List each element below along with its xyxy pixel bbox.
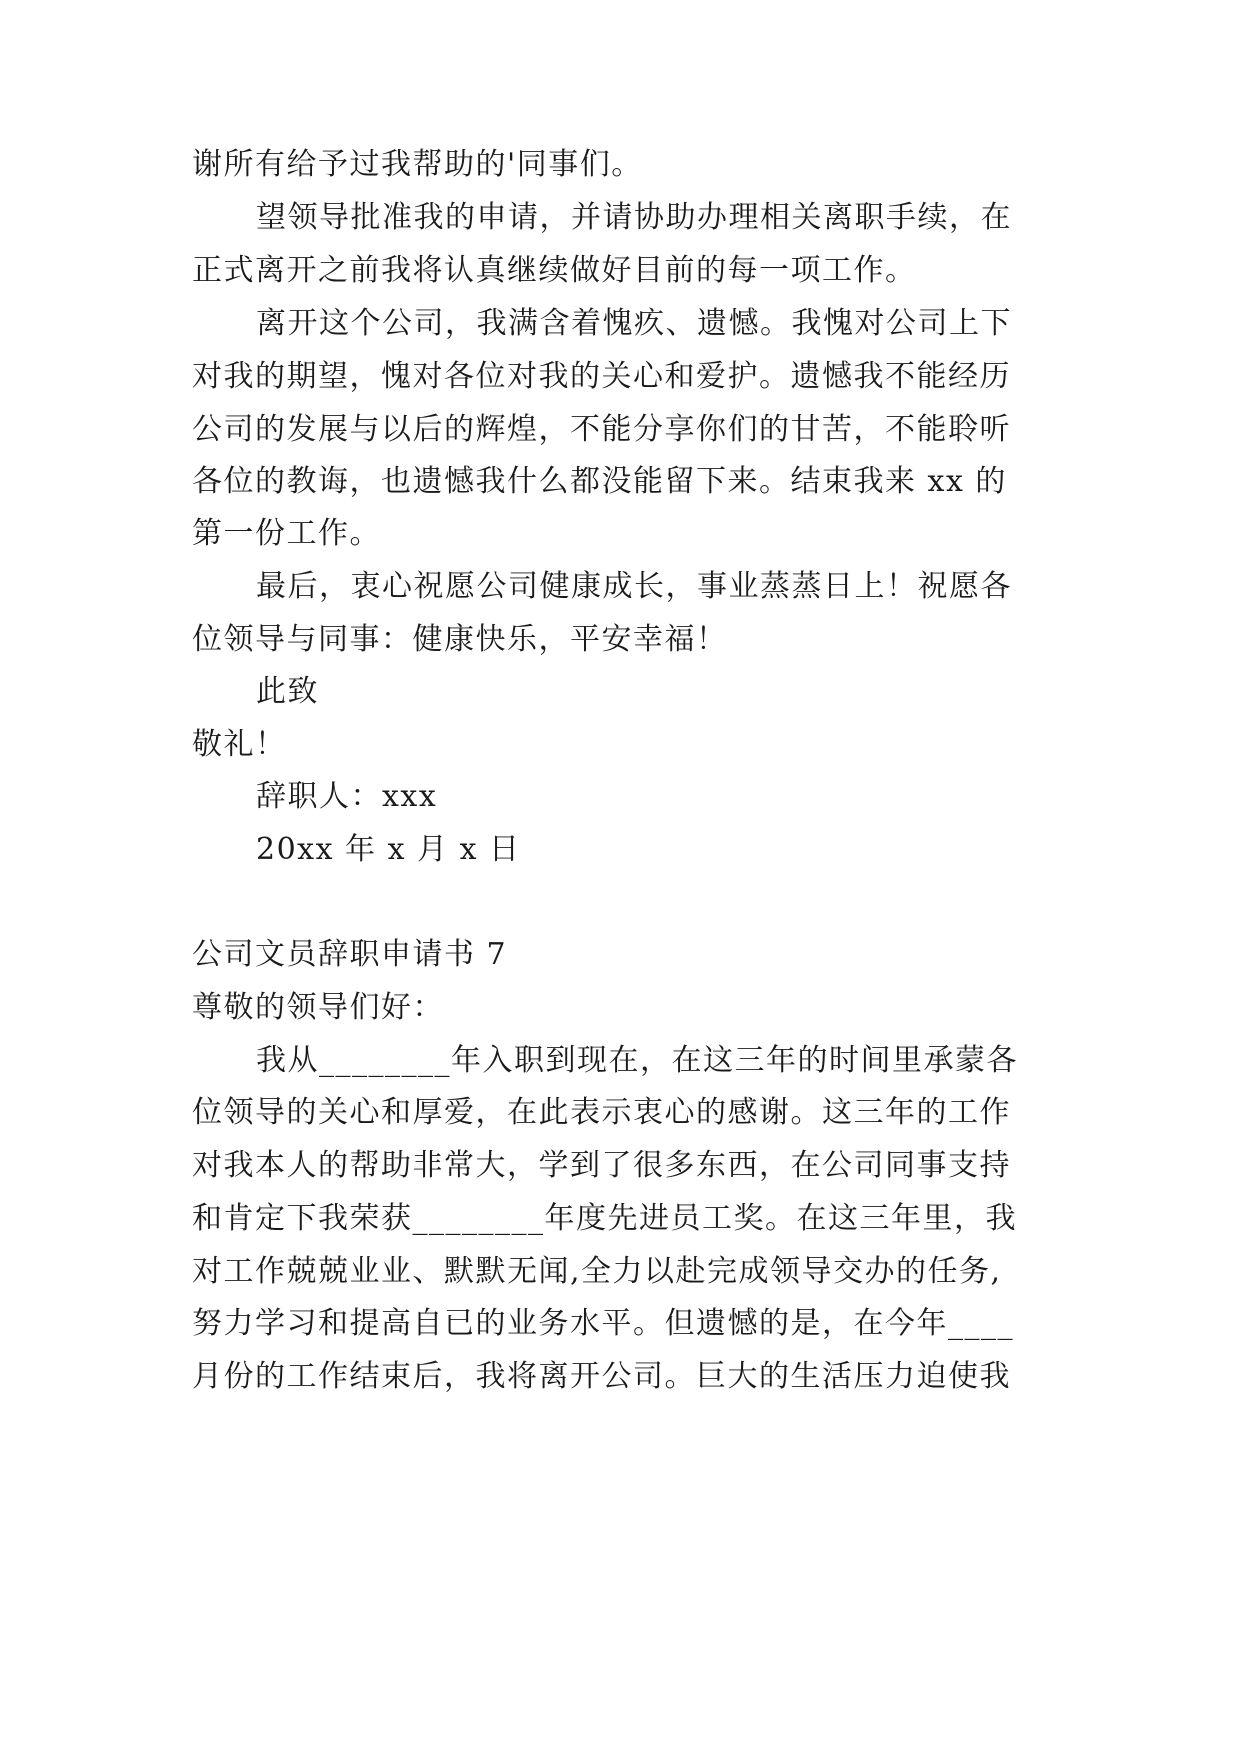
paragraph-line: 月份的工作结束后，我将离开公司。巨大的生活压力迫使我 — [192, 1359, 1011, 1394]
paragraph-line: 正式离开之前我将认真继续做好目前的每一项工作。 — [192, 253, 917, 288]
salutation-line: 敬礼！ — [192, 727, 287, 762]
paragraph-line: 和肯定下我荣获________年度先进员工奖。在这三年里，我 — [192, 1201, 1017, 1236]
section-title: 公司文员辞职申请书 7 — [192, 937, 508, 972]
closing-line: 此致 — [256, 674, 319, 709]
signature-line: 辞职人：xxx — [256, 779, 438, 814]
date-line: 20xx 年 x 月 x 日 — [256, 832, 521, 867]
paragraph-line: 最后，衷心祝愿公司健康成长，事业蒸蒸日上！祝愿各 — [256, 569, 1012, 604]
paragraph-line: 公司的发展与以后的辉煌，不能分享你们的甘苦，不能聆听 — [192, 412, 1011, 447]
greeting-line: 尊敬的领导们好： — [192, 990, 444, 1025]
paragraph-line: 第一份工作。 — [192, 516, 381, 551]
paragraph-line: 我从________年入职到现在，在这三年的时间里承蒙各 — [256, 1043, 1018, 1078]
paragraph-line: 努力学习和提高自已的业务水平。但遗憾的是，在今年____ — [192, 1306, 1014, 1341]
paragraph-line: 对工作兢兢业业、默默无闻,全力以赴完成领导交办的任务, — [192, 1254, 1002, 1289]
paragraph-line: 离开这个公司，我满含着愧疚、遗憾。我愧对公司上下 — [256, 306, 1012, 341]
paragraph-line: 谢所有给予过我帮助的'同事们。 — [192, 147, 643, 182]
paragraph-line: 对我本人的帮助非常大，学到了很多东西，在公司同事支持 — [192, 1148, 1011, 1183]
paragraph-line: 各位的教诲，也遗憾我什么都没能留下来。结束我来 xx 的 — [192, 464, 1007, 499]
paragraph-line: 位领导的关心和厚爱，在此表示衷心的感谢。这三年的工作 — [192, 1095, 1011, 1130]
paragraph-line: 位领导与同事：健康快乐，平安幸福！ — [192, 622, 728, 657]
paragraph-line: 望领导批准我的申请，并请协助办理相关离职手续，在 — [256, 200, 1012, 235]
paragraph-line: 对我的期望，愧对各位对我的关心和爱护。遗憾我不能经历 — [192, 359, 1011, 394]
